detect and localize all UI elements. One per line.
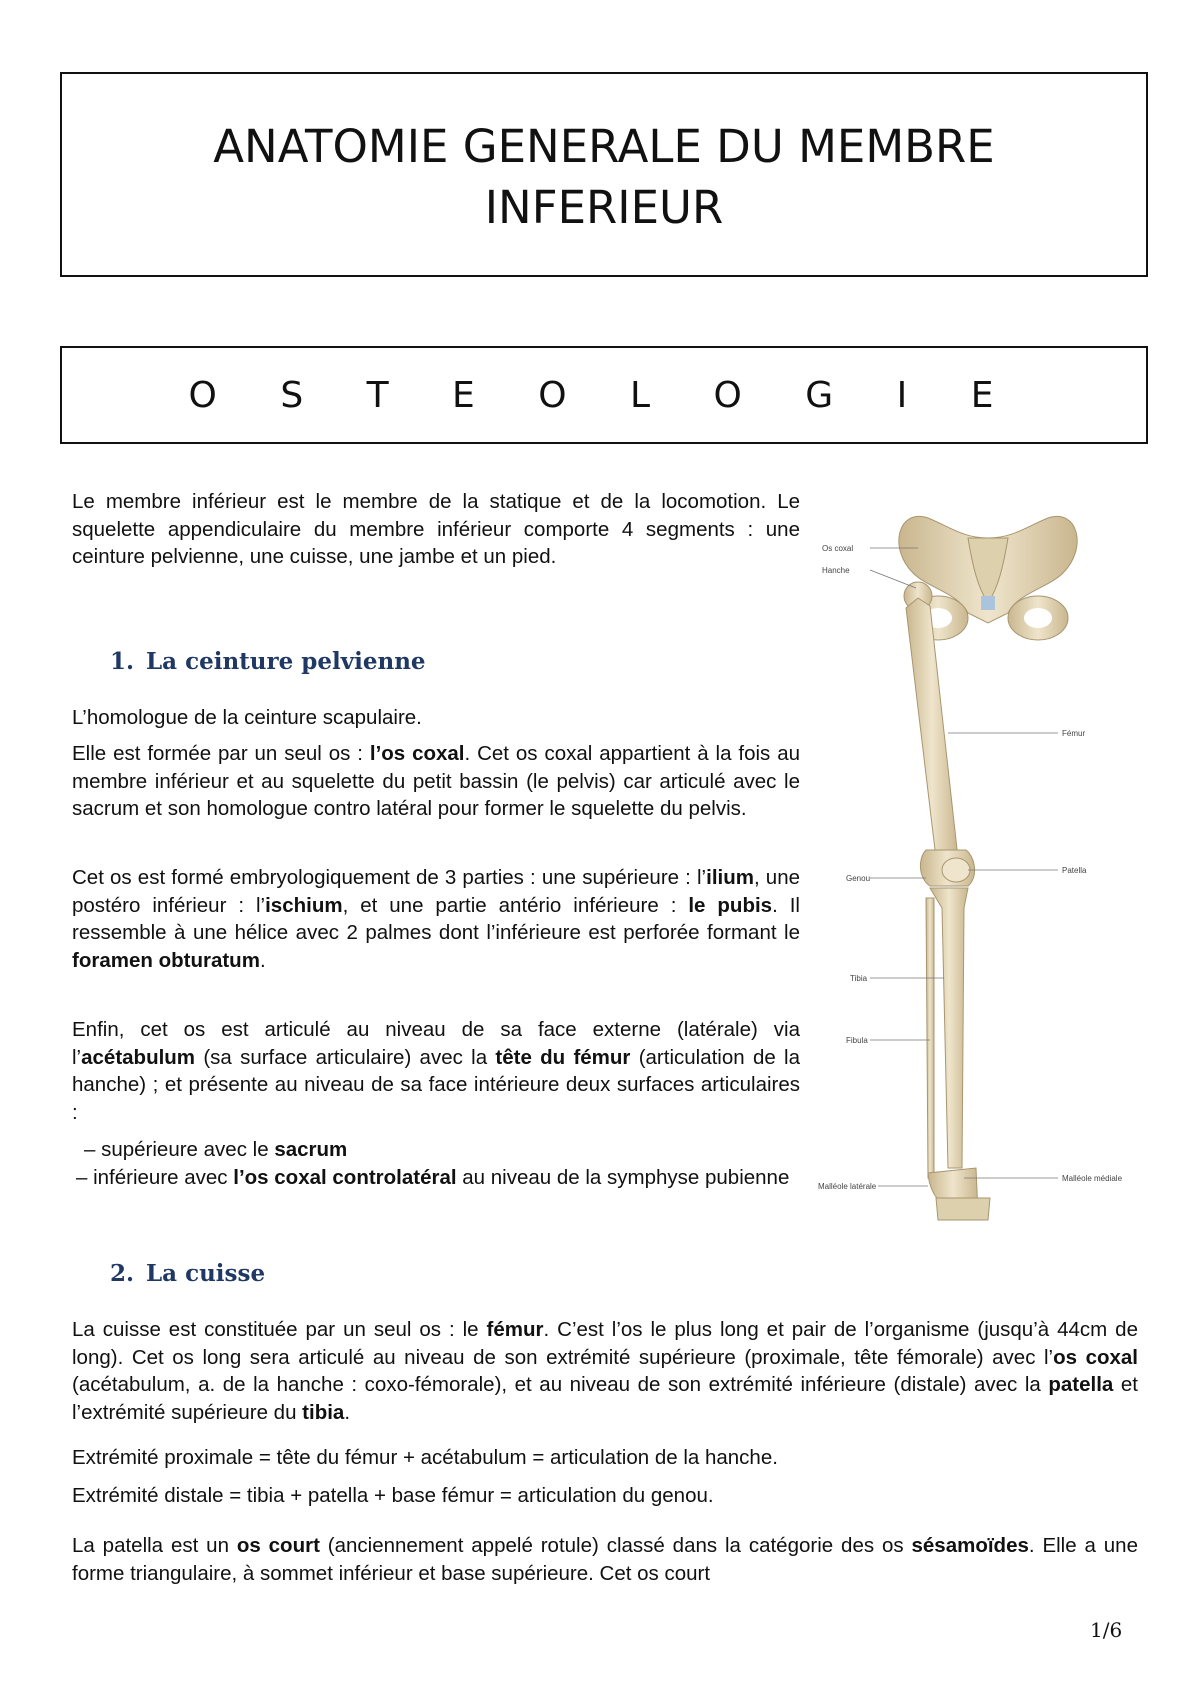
section-1-number: 1. [110,648,135,675]
document-title [62,116,1146,238]
section-1-p4: Enfin, cet os est articulé au niveau de sa face externe (latérale) via l’acétabulum (sa surface articulaire) avec la tête du fémur (articulation de la hanche) ; et présente au niveau de sa face intérieure deux surfaces articulaires : [72,1018,800,1124]
section-1-title: La ceinture pelvienne [146,648,426,675]
section-2-heading [110,1260,265,1287]
section-header: O S T E O L O G I E [188,375,1020,416]
section-2-p2: Extrémité proximale = tête du fémur + acétabulum = articulation de la hanche. [72,1446,778,1469]
label-malleole-laterale: Malléole latérale [818,1182,877,1191]
label-fibula: Fibula [846,1036,868,1045]
title-box [60,72,1148,277]
list-item: – inférieure avec l’os coxal controlatéral au niveau de la symphyse pubienne [76,1165,790,1189]
section-header-box [60,346,1148,444]
label-os-coxal: Os coxal [822,544,854,553]
label-patella: Patella [1062,866,1087,875]
section-1-p3: Cet os est formé embryologiquement de 3 parties : une supérieure : l’ilium, une postéro inférieur : l’ischium, et une partie antério inférieure : le pubis. Il ressemble à une hélice avec 2 palmes dont l’inférieure est perforée formant le foramen obturatum. [72,866,800,972]
section-1-p1: L’homologue de la ceinture scapulaire. [72,706,422,729]
section-2-p3: Extrémité distale = tibia + patella + base fémur = articulation du genou. [72,1484,714,1507]
section-1-heading [110,648,426,675]
label-femur: Fémur [1062,729,1086,738]
section-1-p2: Elle est formée par un seul os : l’os coxal. Cet os coxal appartient à la fois au membre inférieur et au squelette du petit bassin (le pelvis) car articulé avec le sacrum et son homologue contro latéral pour former le squelette du pelvis. [72,742,801,820]
label-malleole-mediale: Malléole médiale [1062,1174,1123,1183]
label-tibia: Tibia [850,974,868,983]
section-2-number: 2. [110,1260,135,1287]
intro-paragraph: Le membre inférieur est le membre de la statique et de la locomotion. Le squelette appendiculaire du membre inférieur comporte 4 segments : une ceinture pelvienne, une cuisse, une jambe et un pied. [72,490,800,568]
title-line-2: INFERIEUR [484,181,724,234]
articular-surfaces-list [72,1136,800,1191]
page-number: 1/6 [1090,1618,1123,1642]
list-item: – supérieure avec le sacrum [84,1138,348,1161]
section-2-p1: La cuisse est constituée par un seul os : le fémur. C’est l’os le plus long et pair de l’organisme (jusqu’à 44cm de long). Cet os long sera articulé au niveau de son extrémité supérieure (proximale, tête fémorale) avec l’os coxal (acétabulum, a. de la hanche : coxo-fémorale), et au niveau de son extrémité inférieure (distale) avec la patella et l’extrémité supérieure du tibia. [72,1318,1138,1424]
lower-limb-skeleton-figure [818,478,1160,1254]
section-2-title: La cuisse [146,1260,266,1287]
label-hanche: Hanche [822,566,850,575]
label-genou: Genou [846,874,871,883]
leg-bones-illustration [926,888,990,1220]
section-2-p4: La patella est un os court (anciennement appelé rotule) classé dans la catégorie des os sésamoïdes. Elle a une forme triangulaire, à sommet inférieur et base supérieure. Cet os court [72,1534,1138,1585]
title-line-1: ANATOMIE GENERALE DU MEMBRE [213,120,995,173]
